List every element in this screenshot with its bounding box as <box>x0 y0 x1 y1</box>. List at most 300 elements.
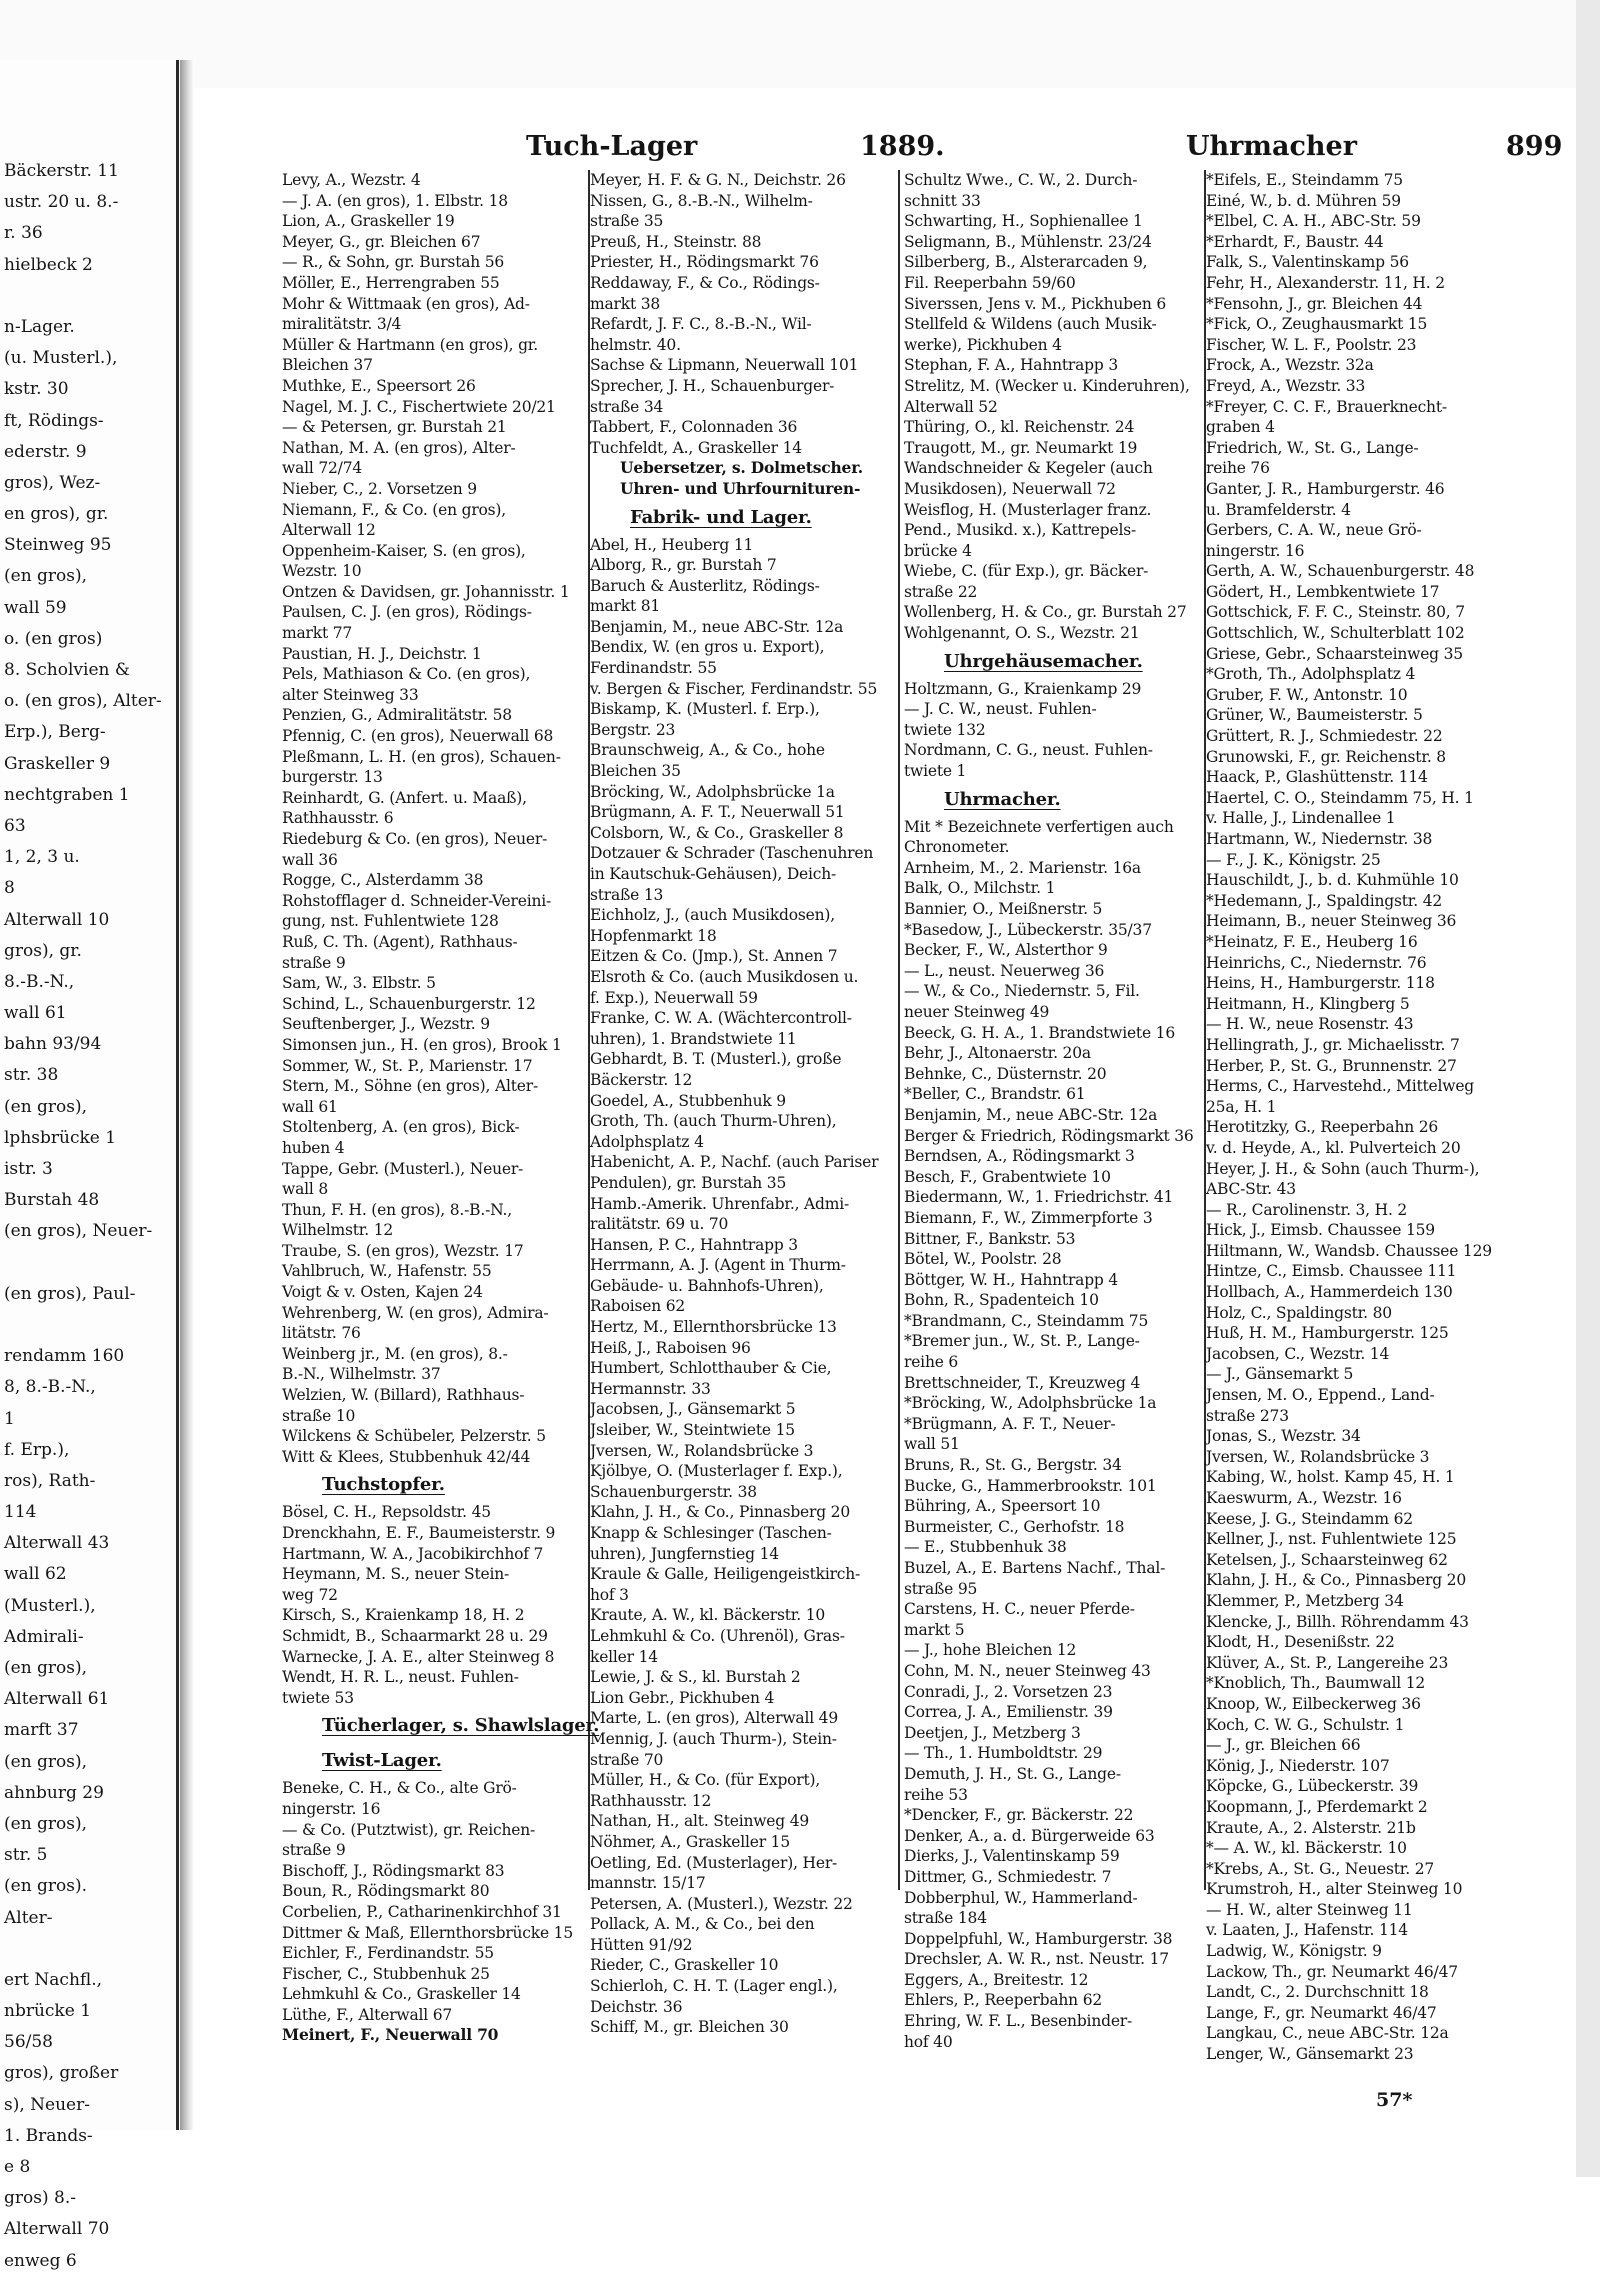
left-page-line: e 8 <box>4 2157 31 2177</box>
directory-entry: neuer Steinweg 49 <box>904 1002 1050 1021</box>
left-page-line: bahn 93/94 <box>4 1034 102 1055</box>
directory-entry: — J., gr. Bleichen 66 <box>1206 1736 1361 1755</box>
left-page-line: rendamm 160 <box>4 1346 125 1367</box>
directory-entry: Eitzen & Co. (Jmp.), St. Annen 7 <box>590 947 838 966</box>
directory-entry: Rathhausstr. 12 <box>590 1791 712 1810</box>
directory-entry: Lackow, Th., gr. Neumarkt 46/47 <box>1206 1962 1458 1981</box>
left-page-line: gros), Wez- <box>4 472 101 493</box>
directory-entry: Hamb.-Amerik. Uhrenfabr., Admi- <box>590 1194 850 1213</box>
left-page-line: 56/58 <box>4 2032 53 2053</box>
directory-entry: — E., Stubbenhuk 38 <box>904 1538 1067 1557</box>
directory-entry: Seligmann, B., Mühlenstr. 23/24 <box>904 232 1152 251</box>
directory-entry: Biemann, F., W., Zimmerpforte 3 <box>904 1208 1153 1227</box>
directory-entry: Herrmann, A. J. (Agent in Thurm- <box>590 1256 846 1275</box>
section-heading: Tücherlager, s. Shawlslager. <box>322 1715 600 1737</box>
directory-entry: straße 273 <box>1206 1406 1289 1425</box>
directory-entry: gung, nst. Fuhlentwiete 128 <box>282 912 499 931</box>
directory-entry: Tabbert, F., Colonnaden 36 <box>590 418 798 437</box>
left-page-line: ederstr. 9 <box>4 441 87 462</box>
running-head-right: Uhrmacher <box>1186 131 1357 162</box>
directory-entry: graben 4 <box>1206 418 1275 437</box>
left-page-line: str. 5 <box>4 1845 48 1866</box>
directory-entry: v. d. Heyde, A., kl. Pulverteich 20 <box>1206 1138 1461 1157</box>
column-3 <box>904 170 1224 2052</box>
directory-entry: markt 77 <box>282 624 353 643</box>
directory-entry: ningerstr. 16 <box>1206 541 1305 560</box>
left-page-fragment <box>0 60 179 2271</box>
directory-entry: Baruch & Austerlitz, Rödings- <box>590 576 820 595</box>
left-page-line: Bäckerstr. 11 <box>4 161 119 181</box>
directory-entry: Bucke, G., Hammerbrookstr. 101 <box>904 1476 1157 1495</box>
directory-entry: *Heinatz, F. E., Heuberg 16 <box>1206 932 1418 951</box>
directory-entry: Knapp & Schlesinger (Taschen- <box>590 1524 832 1542</box>
directory-entry: Grüner, W., Baumeisterstr. 5 <box>1206 706 1423 725</box>
left-page-line: Alterwall 43 <box>4 1533 110 1554</box>
directory-entry: Bohn, R., Spadenteich 10 <box>904 1291 1099 1310</box>
directory-entry: wall 51 <box>904 1435 960 1454</box>
directory-entry: Hick, J., Eimsb. Chaussee 159 <box>1206 1221 1435 1240</box>
directory-entry: Priester, H., Rödingsmarkt 76 <box>590 253 819 272</box>
directory-entry: Jensen, M. O., Eppend., Land- <box>1206 1386 1435 1405</box>
directory-entry: *Groth, Th., Adolphsplatz 4 <box>1206 665 1416 684</box>
directory-entry: Koch, C. W. G., Schulstr. 1 <box>1206 1715 1405 1734</box>
directory-entry: Traugott, M., gr. Neumarkt 19 <box>904 438 1138 457</box>
directory-entry: Schind, L., Schauenburgerstr. 12 <box>282 994 536 1013</box>
directory-entry: Petersen, A. (Musterl.), Wezstr. 22 <box>590 1894 853 1913</box>
directory-entry: Griese, Gebr., Schaarsteinweg 35 <box>1206 644 1463 663</box>
directory-entry: Heitmann, H., Klingberg 5 <box>1206 994 1410 1013</box>
directory-entry: Correa, J. A., Emilienstr. 39 <box>904 1703 1113 1722</box>
directory-entry: *— A. W., kl. Bäckerstr. 10 <box>1206 1839 1407 1858</box>
directory-entry: Bendix, W. (en gros u. Export), <box>590 638 825 657</box>
directory-entry: Grunowski, F., gr. Reichenstr. 8 <box>1206 747 1446 766</box>
directory-entry: *Dencker, F., gr. Bäckerstr. 22 <box>904 1806 1134 1825</box>
directory-entry: Stern, M., Söhne (en gros), Alter- <box>282 1077 538 1096</box>
directory-entry: Hartmann, W. A., Jacobikirchhof 7 <box>282 1544 544 1563</box>
directory-entry: Hintze, C., Eimsb. Chaussee 111 <box>1206 1262 1457 1281</box>
directory-entry: mannstr. 15/17 <box>590 1874 706 1893</box>
left-page-line: n-Lager. <box>4 316 75 337</box>
directory-entry: Schwarting, H., Sophienallee 1 <box>904 212 1143 231</box>
directory-entry: Friedrich, W., St. G., Lange- <box>1206 438 1419 457</box>
directory-entry: burgerstr. 13 <box>282 768 383 787</box>
directory-entry: Koopmann, J., Pferdemarkt 2 <box>1206 1797 1428 1816</box>
directory-entry: Gödert, H., Lembkentwiete 17 <box>1206 582 1440 601</box>
directory-entry: Nagel, M. J. C., Fischertwiete 20/21 <box>282 397 556 416</box>
directory-entry: Kellner, J., nst. Fuhlentwiete 125 <box>1206 1530 1457 1549</box>
directory-entry: Eggers, A., Breitestr. 12 <box>904 1970 1089 1989</box>
directory-entry: Meyer, G., gr. Bleichen 67 <box>282 232 481 251</box>
left-page-line: kstr. 30 <box>4 379 69 400</box>
left-page-line <box>4 281 176 312</box>
directory-entry: Klüver, A., St. P., Langereihe 23 <box>1206 1653 1449 1672</box>
left-page-line: o. (en gros), Alter- <box>4 691 162 712</box>
directory-entry: Hertz, M., Ellernthorsbrücke 13 <box>590 1318 837 1337</box>
left-page-line <box>4 1934 176 1965</box>
directory-entry: Kabing, W., holst. Kamp 45, H. 1 <box>1206 1468 1455 1487</box>
directory-entry: Hiltmann, W., Wandsb. Chaussee 129 <box>1206 1241 1492 1260</box>
directory-entry: keller 14 <box>590 1647 658 1666</box>
left-page-line: 1. Brands- <box>4 2125 93 2146</box>
directory-entry: twiete 132 <box>904 720 986 739</box>
directory-entry: Meinert, F., Neuerwall 70 <box>282 2025 499 2045</box>
scan-top-margin <box>0 0 1600 88</box>
directory-entry: reihe 6 <box>904 1353 959 1372</box>
directory-entry: Rogge, C., Alsterdamm 38 <box>282 871 484 890</box>
left-page-line: hielbeck 2 <box>4 254 93 275</box>
directory-entry: Wendt, H. R. L., neust. Fuhlen- <box>282 1668 519 1687</box>
directory-entry: Lehmkuhl & Co. (Uhrenöl), Gras- <box>590 1626 845 1645</box>
directory-entry: Herotitzky, G., Reeperbahn 26 <box>1206 1118 1439 1137</box>
directory-entry: Haack, P., Glashüttenstr. 114 <box>1206 768 1428 787</box>
directory-entry: Bittner, F., Bankstr. 53 <box>904 1229 1076 1248</box>
directory-entry: *Eifels, E., Steindamm 75 <box>1206 171 1403 189</box>
directory-entry: hof 3 <box>590 1585 629 1604</box>
directory-entry: Conradi, J., 2. Vorsetzen 23 <box>904 1682 1113 1701</box>
directory-entry: Niemann, F., & Co. (en gros), <box>282 500 506 519</box>
directory-entry: *Bröcking, W., Adolphsbrücke 1a <box>904 1394 1157 1413</box>
directory-entry: Biedermann, W., 1. Friedrichstr. 41 <box>904 1188 1174 1207</box>
directory-entry: Braunschweig, A., & Co., hohe <box>590 741 825 760</box>
directory-entry: Hollbach, A., Hammerdeich 130 <box>1206 1283 1453 1302</box>
directory-entry: Dierks, J., Valentinskamp 59 <box>904 1847 1120 1866</box>
left-page-line: Alterwall 61 <box>4 1689 110 1710</box>
directory-entry: *Knoblich, Th., Baumwall 12 <box>1206 1674 1426 1693</box>
left-page-line: wall 61 <box>4 1003 67 1024</box>
directory-entry: wall 8 <box>282 1180 329 1199</box>
directory-entry: Meyer, H. F. & G. N., Deichstr. 26 <box>590 171 846 189</box>
directory-entry: Rieder, C., Graskeller 10 <box>590 1956 779 1975</box>
directory-entry: Herber, P., St. G., Brunnenstr. 27 <box>1206 1056 1457 1075</box>
directory-entry: Behr, J., Altonaerstr. 20a <box>904 1044 1091 1063</box>
directory-entry: *Fick, O., Zeughausmarkt 15 <box>1206 315 1428 334</box>
directory-entry: Bösel, C. H., Repsoldstr. 45 <box>282 1503 491 1522</box>
directory-entry: Hermannstr. 33 <box>590 1379 711 1398</box>
running-head-year: 1889. <box>860 131 945 162</box>
section-heading: Uhrgehäusemacher. <box>944 650 1143 672</box>
directory-entry: ABC-Str. 43 <box>1206 1180 1296 1199</box>
directory-entry: Hellingrath, J., gr. Michaelisstr. 7 <box>1206 1035 1460 1054</box>
section-heading: Uebersetzer, s. Dolmetscher. <box>620 458 863 478</box>
directory-entry: — H. W., alter Steinweg 11 <box>1206 1900 1413 1919</box>
directory-entry: straße 10 <box>282 1406 356 1425</box>
directory-entry: Brettschneider, T., Kreuzweg 4 <box>904 1373 1141 1392</box>
directory-entry: Tuchfeldt, A., Graskeller 14 <box>590 438 802 457</box>
section-heading: Tuchstopfer. <box>322 1474 445 1496</box>
directory-entry: *Brügmann, A. F. T., Neuer- <box>904 1414 1116 1433</box>
directory-entry: Groth, Th. (auch Thurm-Uhren), <box>590 1112 837 1131</box>
directory-entry: Demuth, J. H., St. G., Lange- <box>904 1764 1121 1783</box>
left-page-line: Steinweg 95 <box>4 535 112 556</box>
left-page-line: (en gros), Neuer- <box>4 1221 153 1242</box>
directory-entry: Müller & Hartmann (en gros), gr. <box>282 335 539 354</box>
directory-entry: Schierloh, C. H. T. (Lager engl.), <box>590 1977 838 1996</box>
directory-entry: in Kautschuk-Gehäusen), Deich- <box>590 865 837 883</box>
directory-entry: Berndsen, A., Rödingsmarkt 3 <box>904 1147 1135 1166</box>
column-4 <box>1206 170 1566 2065</box>
directory-entry: Burmeister, C., Gerhofstr. 18 <box>904 1517 1125 1536</box>
directory-entry: Frock, A., Wezstr. 32a <box>1206 356 1374 375</box>
section-heading: Uhren- und Uhrfournituren- <box>620 478 861 498</box>
left-page-line: ert Nachfl., <box>4 1969 103 1990</box>
book-gutter <box>180 60 194 2130</box>
directory-entry: Bergstr. 23 <box>590 720 676 739</box>
directory-entry: Gerbers, C. A. W., neue Grö- <box>1206 521 1422 540</box>
directory-entry: Schultz Wwe., C. W., 2. Durch- <box>904 171 1138 189</box>
directory-entry: straße 35 <box>590 212 664 231</box>
left-page-line: marft 37 <box>4 1720 79 1741</box>
directory-entry: markt 38 <box>590 294 661 313</box>
directory-entry: Berger & Friedrich, Rödingsmarkt 36 <box>904 1126 1194 1145</box>
directory-entry: *Freyer, C. C. F., Brauerknecht- <box>1206 397 1447 416</box>
directory-entry: Falk, S., Valentinskamp 56 <box>1206 253 1409 272</box>
directory-entry: Wilckens & Schübeler, Pelzerstr. 5 <box>282 1427 546 1446</box>
directory-entry: Knoop, W., Eilbeckerweg 36 <box>1206 1694 1421 1713</box>
directory-entry: Witt & Klees, Stubbenhuk 42/44 <box>282 1447 531 1466</box>
directory-entry: v. Laaten, J., Hafenstr. 114 <box>1206 1921 1408 1940</box>
left-page-line: (en gros), <box>4 1813 88 1834</box>
directory-entry: schnitt 33 <box>904 191 981 210</box>
directory-entry: König, J., Niederstr. 107 <box>1206 1756 1390 1775</box>
directory-entry: Kaeswurm, A., Wezstr. 16 <box>1206 1489 1402 1507</box>
directory-entry: Heymann, M. S., neuer Stein- <box>282 1565 510 1584</box>
directory-entry: ningerstr. 16 <box>282 1799 381 1818</box>
directory-entry: — J., Gänsemarkt 5 <box>1206 1365 1354 1384</box>
directory-entry: straße 9 <box>282 1841 346 1860</box>
directory-entry: Pend., Musikd. x.), Kattrepels- <box>904 521 1136 540</box>
directory-entry: Reinhardt, G. (Anfert. u. Maaß), <box>282 788 527 807</box>
directory-entry: Rathhausstr. 6 <box>282 809 394 828</box>
directory-entry: Refardt, J. F. C., 8.-B.-N., Wil- <box>590 315 812 334</box>
directory-entry: reihe 76 <box>1206 459 1270 478</box>
directory-entry: Carstens, H. C., neuer Pferde- <box>904 1600 1135 1619</box>
directory-entry: *Bremer jun., W., St. P., Lange- <box>904 1332 1140 1351</box>
directory-entry: Kraule & Galle, Heiligengeistkirch- <box>590 1565 861 1584</box>
left-page-text <box>4 156 176 2277</box>
directory-entry: Hansen, P. C., Hahntrapp 3 <box>590 1235 798 1254</box>
directory-entry: Pfennig, C. (en gros), Neuerwall 68 <box>282 727 554 746</box>
directory-entry: Jsleiber, W., Steintwiete 15 <box>590 1421 795 1440</box>
directory-entry: wall 36 <box>282 850 338 869</box>
directory-entry: v. Bergen & Fischer, Ferdinandstr. 55 <box>590 679 878 698</box>
directory-entry: — L., neust. Neuerweg 36 <box>904 961 1105 980</box>
left-page-line: Burstah 48 <box>4 1190 100 1211</box>
directory-entry: Ketelsen, J., Schaarsteinweg 62 <box>1206 1550 1448 1569</box>
directory-entry: Dotzauer & Schrader (Taschenuhren <box>590 844 874 863</box>
directory-entry: Warnecke, J. A. E., alter Steinweg 8 <box>282 1647 555 1666</box>
left-page-line: Erp.), Berg- <box>4 722 106 743</box>
directory-entry: Schauenburgerstr. 38 <box>590 1482 757 1501</box>
directory-entry: Eichler, F., Ferdinandstr. 55 <box>282 1944 494 1963</box>
left-page-line: (en gros), Paul- <box>4 1283 136 1304</box>
page-number: 899 <box>1506 131 1563 162</box>
left-page-line: gros), gr. <box>4 940 82 961</box>
directory-entry: — J. A. (en gros), 1. Elbstr. 18 <box>282 191 508 210</box>
left-page-line: ft, Rödings- <box>4 410 104 431</box>
directory-entry: — & Co. (Putztwist), gr. Reichen- <box>282 1820 536 1839</box>
directory-entry: Doppelpfuhl, W., Hamburgerstr. 38 <box>904 1929 1173 1948</box>
directory-entry: Penzien, G., Admiralitätstr. 58 <box>282 706 512 725</box>
directory-entry: Thüring, O., kl. Reichenstr. 24 <box>904 418 1135 437</box>
directory-entry: Krumstroh, H., alter Steinweg 10 <box>1206 1880 1463 1899</box>
directory-entry: Besch, F., Grabentwiete 10 <box>904 1167 1111 1186</box>
left-page-line: gros) 8.- <box>4 2188 76 2209</box>
directory-entry: Schmidt, B., Schaarmarkt 28 u. 29 <box>282 1626 548 1645</box>
left-page-line: (en gros), <box>4 1751 88 1772</box>
directory-page <box>196 128 1566 2111</box>
left-page-line: en gros), gr. <box>4 504 109 525</box>
directory-entry: straße 95 <box>904 1579 978 1598</box>
directory-entry: Buzel, A., E. Bartens Nachf., Thal- <box>904 1559 1166 1577</box>
directory-entry: Dittmer, G., Schmiedestr. 7 <box>904 1867 1112 1886</box>
directory-entry: *Brandmann, C., Steindamm 75 <box>904 1311 1149 1330</box>
left-page-line: (en gros), <box>4 1658 88 1678</box>
directory-entry: markt 81 <box>590 597 661 616</box>
directory-entry: Thun, F. H. (en gros), 8.-B.-N., <box>282 1200 512 1219</box>
directory-entry: twiete 1 <box>904 762 967 781</box>
directory-entry: Marte, L. (en gros), Alterwall 49 <box>590 1709 839 1728</box>
running-head-left: Tuch-Lager <box>526 131 698 162</box>
directory-entry: Pels, Mathiason & Co. (en gros), <box>282 665 531 684</box>
directory-entry: Balk, O., Milchstr. 1 <box>904 879 1056 898</box>
directory-entry: Lenger, W., Gänsemarkt 23 <box>1206 2045 1414 2064</box>
directory-entry: Bäckerstr. 12 <box>590 1070 693 1089</box>
directory-entry: Beneke, C. H., & Co., alte Grö- <box>282 1779 517 1798</box>
directory-entry: Dobberphul, W., Hammerland- <box>904 1888 1138 1907</box>
directory-entry: Preuß, H., Steinstr. 88 <box>590 232 762 251</box>
directory-entry: twiete 53 <box>282 1688 354 1707</box>
directory-entry: Deichstr. 36 <box>590 1997 683 2016</box>
directory-entry: Mennig, J. (auch Thurm-), Stein- <box>590 1729 837 1748</box>
left-page-line: Graskeller 9 <box>4 753 111 774</box>
directory-entry: Bruns, R., St. G., Bergstr. 34 <box>904 1456 1122 1475</box>
directory-entry: — H. W., neue Rosenstr. 43 <box>1206 1015 1414 1034</box>
left-page-line: 8 <box>4 878 15 899</box>
directory-entry: Goedel, A., Stubbenhuk 9 <box>590 1091 786 1110</box>
left-page-line: gros), großer <box>4 2063 119 2084</box>
left-page-line: lphsbrücke 1 <box>4 1127 117 1148</box>
directory-entry: Gebäude- u. Bahnhofs-Uhren), <box>590 1276 824 1295</box>
directory-entry: — J., hohe Bleichen 12 <box>904 1641 1077 1660</box>
directory-entry: Grüttert, R. J., Schmiedestr. 22 <box>1206 727 1443 746</box>
directory-entry: Colsborn, W., & Co., Graskeller 8 <box>590 823 844 842</box>
directory-entry: Paulsen, C. J. (en gros), Rödings- <box>282 603 532 622</box>
directory-entry: *Beller, C., Brandstr. 61 <box>904 1085 1086 1104</box>
directory-entry: Biskamp, K. (Musterl. f. Erp.), <box>590 700 820 719</box>
directory-entry: straße 70 <box>590 1750 664 1769</box>
directory-entry: Voigt & v. Osten, Kajen 24 <box>282 1283 483 1302</box>
directory-entry: Hauschildt, J., b. d. Kuhmühle 10 <box>1206 871 1459 890</box>
directory-entry: Musikdosen), Neuerwall 72 <box>904 479 1116 498</box>
directory-entry: Jversen, W., Rolandsbrücke 3 <box>1206 1447 1430 1466</box>
running-head <box>196 128 1566 170</box>
directory-entry: Oetling, Ed. (Musterlager), Her- <box>590 1853 838 1872</box>
directory-entry: Klahn, J. H., & Co., Pinnasberg 20 <box>590 1503 851 1522</box>
directory-entry: Muthke, E., Speersort 26 <box>282 376 476 395</box>
directory-entry: Raboisen 62 <box>590 1297 686 1316</box>
directory-entry: Langkau, C., neue ABC-Str. 12a <box>1206 2024 1449 2043</box>
directory-entry: brücke 4 <box>904 541 972 560</box>
directory-entry: Kirsch, S., Kraienkamp 18, H. 2 <box>282 1606 525 1625</box>
directory-entry: Bannier, O., Meißnerstr. 5 <box>904 900 1103 918</box>
directory-entry: Klencke, J., Billh. Röhrendamm 43 <box>1206 1612 1469 1631</box>
directory-entry: — R., Carolinenstr. 3, H. 2 <box>1206 1200 1408 1219</box>
directory-entry: Franke, C. W. A. (Wächtercontroll- <box>590 1009 852 1028</box>
left-page-line: wall 62 <box>4 1564 67 1585</box>
left-page-line: (en gros), <box>4 1096 88 1117</box>
directory-entry: Jonas, S., Wezstr. 34 <box>1206 1427 1361 1446</box>
directory-entry: helmstr. 40. <box>590 335 681 354</box>
directory-entry: Alborg, R., gr. Burstah 7 <box>590 556 777 575</box>
directory-entry: B.-N., Wilhelmstr. 37 <box>282 1365 441 1384</box>
left-page-line: enweg 6 <box>4 2250 77 2271</box>
directory-entry: f. Exp.), Neuerwall 59 <box>590 988 758 1007</box>
directory-entry: Wehrenberg, W. (en gros), Admira- <box>282 1303 549 1322</box>
left-page-line: Alterwall 10 <box>4 909 110 930</box>
directory-entry: Cohn, M. N., neuer Steinweg 43 <box>904 1661 1151 1680</box>
directory-entry: 25a, H. 1 <box>1206 1097 1277 1116</box>
directory-entry: Nordmann, C. G., neust. Fuhlen- <box>904 741 1153 760</box>
directory-entry: Denker, A., a. d. Bürgerweide 63 <box>904 1826 1155 1845</box>
directory-entry: Lewie, J. & S., kl. Burstah 2 <box>590 1668 801 1687</box>
left-page-line: istr. 3 <box>4 1159 53 1179</box>
directory-entry: Wezstr. 10 <box>282 562 362 581</box>
directory-entry: Ontzen & Davidsen, gr. Johannisstr. 1 <box>282 582 570 601</box>
directory-entry: Wollenberg, H. & Co., gr. Burstah 27 <box>904 603 1187 622</box>
directory-entry: Nissen, G., 8.-B.-N., Wilhelm- <box>590 191 813 210</box>
column-1 <box>282 170 600 2046</box>
left-page-line: ahnburg 29 <box>4 1782 104 1803</box>
left-page-line: nbrücke 1 <box>4 2001 92 2022</box>
directory-entry: Bröcking, W., Adolphsbrücke 1a <box>590 782 835 801</box>
directory-entry: Pollack, A. M., & Co., bei den <box>590 1915 815 1934</box>
directory-entry: Simonsen jun., H. (en gros), Brook 1 <box>282 1035 562 1054</box>
directory-entry: Jacobsen, C., Wezstr. 14 <box>1206 1344 1390 1363</box>
directory-entry: Seuftenberger, J., Wezstr. 9 <box>282 1015 490 1034</box>
directory-entry: Abel, H., Heuberg 11 <box>590 535 754 554</box>
left-page-line: wall 59 <box>4 597 67 618</box>
directory-entry: wall 61 <box>282 1097 338 1116</box>
directory-entry: *Fensohn, J., gr. Bleichen 44 <box>1206 294 1423 313</box>
directory-entry: Levy, A., Wezstr. 4 <box>282 171 421 189</box>
directory-entry: Welzien, W. (Billard), Rathhaus- <box>282 1386 525 1405</box>
directory-entry: Stoltenberg, A. (en gros), Bick- <box>282 1118 520 1137</box>
directory-entry: Holz, C., Spaldingstr. 80 <box>1206 1303 1392 1322</box>
left-page-line: (u. Musterl.), <box>4 348 118 369</box>
directory-entry: Böttger, W. H., Hahntrapp 4 <box>904 1270 1119 1289</box>
section-heading: Uhrmacher. <box>944 788 1061 810</box>
directory-entry: straße 22 <box>904 582 978 601</box>
directory-entry: litätstr. 76 <box>282 1324 361 1343</box>
left-page-line: 8.-B.-N., <box>4 971 75 992</box>
directory-entry: reihe 53 <box>904 1785 968 1804</box>
left-page-line <box>4 1310 176 1341</box>
directory-entry: Gottschick, F. F. C., Steinstr. 80, 7 <box>1206 603 1465 622</box>
directory-entry: Ehlers, P., Reeperbahn 62 <box>904 1991 1103 2010</box>
directory-entry: Dittmer & Maß, Ellernthorsbrücke 15 <box>282 1923 574 1942</box>
directory-entry: Siverssen, Jens v. M., Pickhuben 6 <box>904 294 1166 313</box>
directory-entry: Landt, C., 2. Durchschnitt 18 <box>1206 1983 1429 2002</box>
left-page-line: str. 38 <box>4 1065 59 1086</box>
directory-entry: Freyd, A., Wezstr. 33 <box>1206 376 1366 395</box>
directory-entry: Sprecher, J. H., Schauenburger- <box>590 376 835 395</box>
directory-entry: Wilhelmstr. 12 <box>282 1221 394 1240</box>
directory-entry: Nathan, M. A. (en gros), Alter- <box>282 438 516 457</box>
directory-entry: Lion Gebr., Pickhuben 4 <box>590 1688 775 1707</box>
directory-entry: straße 34 <box>590 397 664 416</box>
directory-entry: weg 72 <box>282 1585 338 1604</box>
directory-entry: *Krebs, A., St. G., Neuestr. 27 <box>1206 1859 1435 1878</box>
